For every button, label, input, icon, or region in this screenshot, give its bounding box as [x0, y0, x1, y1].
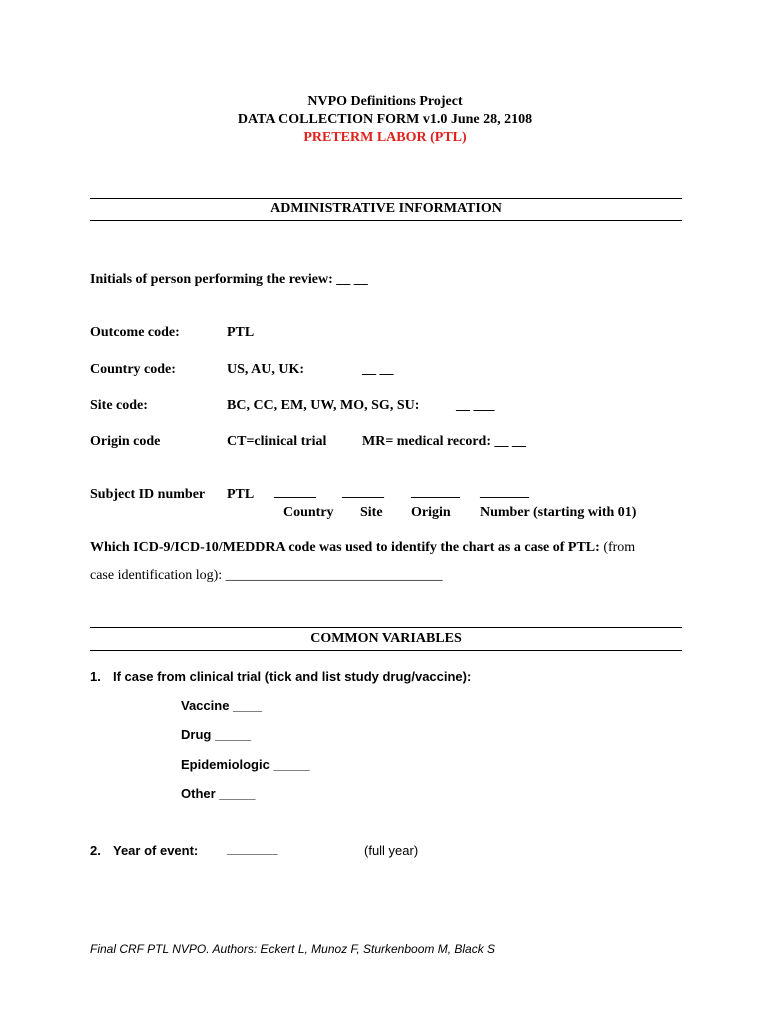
form-title: DATA COLLECTION FORM v1.0 June 28, 2108 [237, 112, 533, 127]
site-code-blank[interactable]: __ ___ [456, 398, 495, 413]
q1-number: 1. [90, 669, 101, 684]
origin-code-ct: CT=clinical trial [227, 434, 327, 449]
subject-country-blank[interactable]: ______ [274, 485, 316, 500]
outcome-code-value: PTL [227, 325, 255, 340]
section-rule-top [90, 198, 682, 199]
subject-origin-blank[interactable]: _______ [411, 485, 460, 500]
q1-text: If case from clinical trial (tick and list study drug/vaccine): [113, 669, 472, 684]
subject-id-label: Subject ID number [90, 487, 206, 502]
footer-authors: Final CRF PTL NVPO. Authors: Eckert L, Munoz F, Sturkenboom M, Black S [90, 942, 496, 956]
section-rule-bottom-2 [90, 650, 682, 651]
origin-code-mr[interactable]: MR= medical record: __ __ [362, 434, 527, 449]
subject-site-blank[interactable]: ______ [342, 485, 384, 500]
subject-country-caption: Country [283, 505, 334, 520]
icd-question-rest: (from [603, 540, 636, 555]
option-epidemiologic[interactable]: Epidemiologic _____ [181, 757, 310, 772]
section-rule-bottom [90, 220, 682, 221]
subject-id-prefix: PTL [227, 487, 255, 502]
site-code-label: Site code: [90, 398, 148, 413]
country-code-blank[interactable]: __ __ [362, 362, 394, 377]
project-title: NVPO Definitions Project [307, 94, 463, 109]
country-code-label: Country code: [90, 362, 176, 377]
option-other[interactable]: Other _____ [181, 786, 256, 801]
icd-answer-line[interactable]: case identification log): _______________________________ [90, 568, 443, 583]
outcome-code-label: Outcome code: [90, 325, 180, 340]
common-heading: COMMON VARIABLES [310, 631, 462, 646]
q2-number: 2. [90, 843, 101, 858]
subject-site-caption: Site [360, 505, 383, 520]
section-rule-top-2 [90, 627, 682, 628]
icd-question [90, 540, 635, 556]
subject-origin-caption: Origin [411, 505, 451, 520]
country-code-options: US, AU, UK: [227, 362, 305, 377]
year-blank[interactable]: _______ [227, 841, 278, 856]
admin-heading: ADMINISTRATIVE INFORMATION [270, 201, 502, 216]
subject-number-caption: Number (starting with 01) [480, 505, 637, 520]
initials-label: Initials of person performing the review: __ __ [90, 272, 368, 287]
q2-text: Year of event: [113, 843, 199, 858]
year-hint: (full year) [364, 843, 419, 858]
form-subtitle: PRETERM LABOR (PTL) [303, 130, 467, 145]
origin-code-label: Origin code [90, 434, 161, 449]
subject-number-blank[interactable]: _______ [480, 485, 529, 500]
option-drug[interactable]: Drug _____ [181, 727, 252, 742]
site-code-options: BC, CC, EM, UW, MO, SG, SU: [227, 398, 420, 413]
option-vaccine[interactable]: Vaccine ____ [181, 698, 262, 713]
icd-question-bold: Which ICD-9/ICD-10/MEDDRA code was used to identify the chart as a case of PTL: [90, 540, 600, 555]
